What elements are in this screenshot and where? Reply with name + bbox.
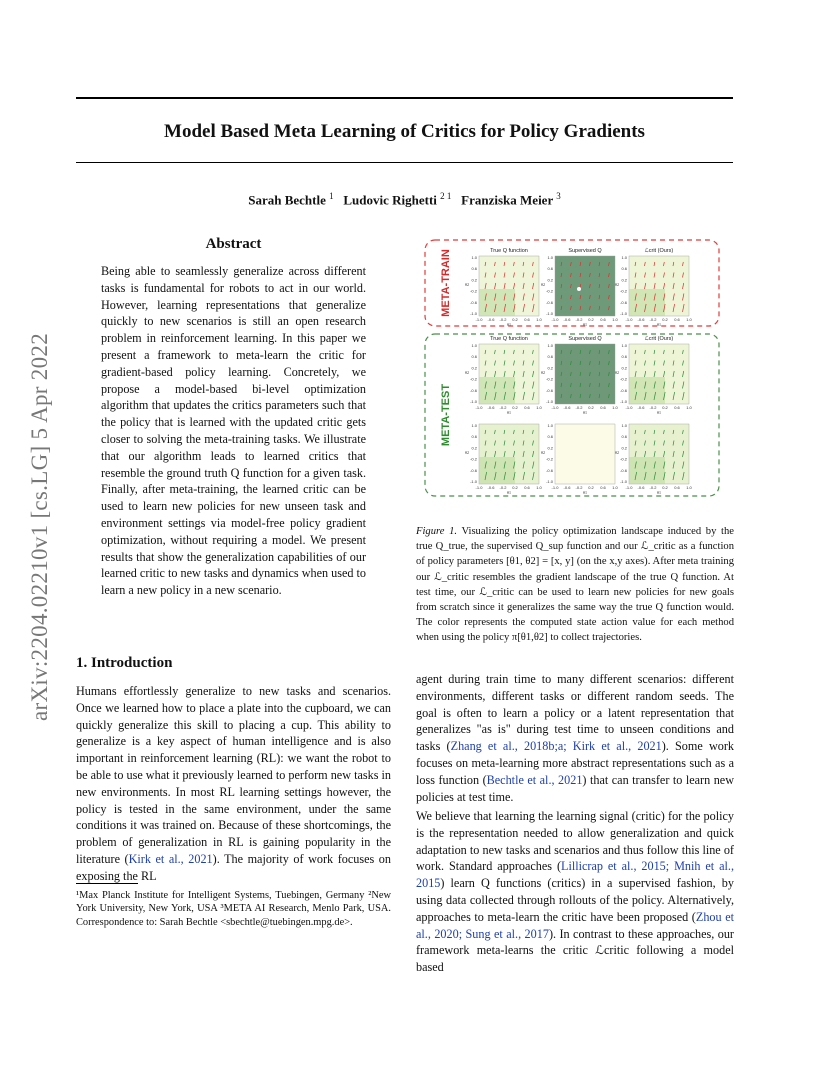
y-tick-label: -0.6 xyxy=(470,299,477,305)
y-tick-label: 0.6 xyxy=(471,434,477,440)
x-axis-label: θ1 xyxy=(507,490,511,495)
x-tick-label: 0.6 xyxy=(674,317,680,322)
y-tick-label: -0.2 xyxy=(620,456,627,462)
x-axis-label: θ1 xyxy=(583,490,587,495)
x-axis-label: θ1 xyxy=(583,410,587,415)
y-tick-label: -0.6 xyxy=(620,299,627,305)
y-tick-label: 0.2 xyxy=(471,277,477,283)
author-name: Ludovic Righetti xyxy=(343,192,437,208)
panel-title: Supervised Q xyxy=(568,248,602,254)
x-tick-label: -0.6 xyxy=(487,405,495,410)
y-tick-label: 1.0 xyxy=(621,255,627,260)
x-tick-label: -0.2 xyxy=(499,485,507,490)
x-tick-label: 0.6 xyxy=(524,405,530,410)
y-tick-label: 0.6 xyxy=(471,354,477,360)
y-tick-label: -0.2 xyxy=(546,288,553,294)
y-tick-label: 0.6 xyxy=(547,434,553,440)
x-axis-label: θ1 xyxy=(507,322,511,327)
y-tick-label: 0.2 xyxy=(621,365,627,371)
author-name: Franziska Meier xyxy=(461,192,553,208)
x-tick-label: -0.6 xyxy=(637,485,645,490)
heatmap-panel xyxy=(555,256,615,316)
x-tick-label: 0.6 xyxy=(600,485,606,490)
y-tick-label: -1.0 xyxy=(546,479,553,484)
panel-title: True Q function xyxy=(490,248,528,254)
top-rule xyxy=(76,97,733,99)
x-tick-label: -0.2 xyxy=(499,317,507,322)
y-tick-label: -1.0 xyxy=(470,399,477,404)
x-tick-label: 1.0 xyxy=(686,405,692,410)
x-tick-label: 1.0 xyxy=(536,405,542,410)
x-tick-label: 1.0 xyxy=(686,485,692,490)
x-tick-label: -0.6 xyxy=(563,405,571,410)
x-tick-label: 1.0 xyxy=(536,317,542,322)
x-tick-label: 0.6 xyxy=(524,317,530,322)
x-tick-label: -0.6 xyxy=(637,405,645,410)
author-affiliation: 1 xyxy=(329,191,334,201)
body-text: ) that can transfer to learn new policies at test time. xyxy=(416,772,735,804)
x-tick-label: 0.6 xyxy=(524,485,530,490)
heatmap-panel xyxy=(555,424,615,484)
x-tick-label: -0.6 xyxy=(487,317,495,322)
meta-train-label: META-TRAIN xyxy=(440,249,452,317)
caption-label: Figure 1. xyxy=(416,526,458,537)
y-tick-label: 0.2 xyxy=(621,445,627,451)
x-tick-label: 0.6 xyxy=(600,317,606,322)
body-text: ). Some work focuses on meta-learning more abstract representations such as a loss function ( xyxy=(416,739,735,787)
optimum-marker xyxy=(577,287,581,291)
x-tick-label: 0.2 xyxy=(662,405,668,410)
heatmap-shade xyxy=(479,457,515,484)
y-axis-label: θ2 xyxy=(615,450,619,455)
x-tick-label: -1.0 xyxy=(475,405,483,410)
x-tick-label: 0.2 xyxy=(662,317,668,322)
abstract-text: Being able to seamlessly generalize across different tasks is fundamental for robots to act in our world. However, learning representations that generalize quickly to new scenarios is still an open research problem in reinforcement learning. In this paper we present a framework to meta-learn the critic for gradient-based policy learning. Concretely, we propose a model-based bi-level optimization algorithm that updates the critics parameters such that the policy that is learned with the updated critic gets closer to solving the meta-training tasks. We illustrate that our algorithm leads to learned critics that resemble the ground truth Q function for a given task. Finally, after meta-training, the learned critic can be used to learn new policies for new unseen task and environment settings via model-free policy gradient optimization, without requiring a model. We present results that show the generalization capabilities of our learned critic to new tasks and dynamics when used to learn a new policy in a new scenario. xyxy=(101,264,367,598)
x-tick-label: 0.2 xyxy=(588,405,594,410)
citation-link[interactable]: Zhou et al., 2020; Sung et al., 2017 xyxy=(416,909,734,941)
body-text: ) learn Q functions (critics) in a supervised fashion, by using data collected through rollouts of the policy. Alternatively, approaches to meta-learn the critic have been proposed ( xyxy=(416,876,734,924)
x-tick-label: -0.6 xyxy=(637,317,645,322)
y-tick-label: 1.0 xyxy=(621,423,627,428)
heatmap-shade xyxy=(629,457,665,484)
x-tick-label: -0.2 xyxy=(575,405,583,410)
x-tick-label: 0.2 xyxy=(512,405,518,410)
y-tick-label: -0.6 xyxy=(620,387,627,393)
panel-title: ℒcrit (Ours) xyxy=(644,336,674,342)
author-affiliation: 3 xyxy=(556,191,561,201)
body-text: agent during train time to many different scenarios: different environments, different tasks or different random seeds. The goal is often to learn a policy or a latent representation that generalizes "as is" during test time to unseen conditions and tasks ( xyxy=(416,672,734,754)
citation-link[interactable]: Kirk et al., 2021 xyxy=(128,851,213,866)
y-tick-label: 0.6 xyxy=(621,434,627,440)
author-name: Sarah Bechtle xyxy=(248,192,326,208)
x-tick-label: 0.2 xyxy=(512,317,518,322)
abstract-heading: Abstract xyxy=(205,236,262,252)
figure-1-landscape xyxy=(423,238,721,500)
x-axis-label: θ1 xyxy=(657,410,661,415)
y-axis-label: θ2 xyxy=(465,370,469,375)
y-tick-label: -0.2 xyxy=(470,376,477,382)
x-tick-label: -0.2 xyxy=(649,317,657,322)
heatmap-shade xyxy=(479,377,515,404)
citation-link[interactable]: Bechtle et al., 2021 xyxy=(486,772,583,787)
x-tick-label: 1.0 xyxy=(612,485,618,490)
body-text: Humans effortlessly generalize to new tasks and scenarios. Once we learned how to place a plate into the cupboard, we can quickly generalize this skill to placing a cup. This ability to generalize is a key aspect of human intelligence and is also important in reinforcement learning (RL): we want the robot to be able to use what it previously learned to perform new tasks in new environments. In most RL learning settings however, the policy is tested in the same environment, under the same conditions it was trained on. Because of these shortcomings, the problem of generalization in RL is gaining popularity in the literature ( xyxy=(76,684,391,866)
x-tick-label: -1.0 xyxy=(551,405,559,410)
title-bottom-rule xyxy=(76,162,733,163)
x-tick-label: 0.2 xyxy=(662,485,668,490)
arxiv-identifier: arXiv:2204.02210v1 [cs.LG] 5 Apr 2022 xyxy=(27,333,52,721)
y-tick-label: 0.2 xyxy=(547,445,553,451)
y-tick-label: 1.0 xyxy=(471,255,477,260)
y-tick-label: -1.0 xyxy=(470,311,477,316)
meta-test-label: META-TEST xyxy=(440,383,452,447)
figure-caption xyxy=(416,524,734,646)
y-axis-label: θ2 xyxy=(615,282,619,287)
y-tick-label: 1.0 xyxy=(547,343,553,348)
x-axis-label: θ1 xyxy=(507,410,511,415)
x-tick-label: 1.0 xyxy=(612,405,618,410)
citation-link[interactable]: Zhang et al., 2018b;a; Kirk et al., 2021 xyxy=(450,739,662,754)
y-tick-label: -0.6 xyxy=(546,299,553,305)
x-tick-label: -0.2 xyxy=(575,317,583,322)
y-tick-label: -0.6 xyxy=(620,467,627,473)
y-tick-label: -1.0 xyxy=(620,399,627,404)
x-tick-label: -1.0 xyxy=(475,317,483,322)
panel-title: ℒcrit (Ours) xyxy=(644,248,674,254)
y-axis-label: θ2 xyxy=(615,370,619,375)
panel-title: Supervised Q xyxy=(568,336,602,342)
x-tick-label: -0.2 xyxy=(649,405,657,410)
y-tick-label: 0.6 xyxy=(547,266,553,272)
body-text: We believe that learning the learning signal (critic) for the policy is the representation needed to allow generalization and quick adaptation to new tasks and scenarios and thus follow this line of work. Standard approaches ( xyxy=(416,809,734,874)
y-axis-label: θ2 xyxy=(541,450,545,455)
y-tick-label: -0.6 xyxy=(546,387,553,393)
y-tick-label: -1.0 xyxy=(620,479,627,484)
y-tick-label: -1.0 xyxy=(620,311,627,316)
x-tick-label: 1.0 xyxy=(612,317,618,322)
y-tick-label: 0.2 xyxy=(547,365,553,371)
body-text: ). The majority of work focuses on exposing the RL xyxy=(76,851,391,883)
footnote-rule xyxy=(76,883,138,884)
introduction-paragraph xyxy=(76,683,391,885)
heatmap-panel xyxy=(555,344,615,404)
x-axis-label: θ1 xyxy=(583,322,587,327)
x-tick-label: -0.6 xyxy=(563,485,571,490)
y-tick-label: -0.2 xyxy=(470,456,477,462)
heatmap-shade xyxy=(629,289,665,316)
y-tick-label: 1.0 xyxy=(547,423,553,428)
x-tick-label: -1.0 xyxy=(625,405,633,410)
caption-text: Visualizing the policy optimization landscape induced by the true Q_true, the supervised Q_sup function and our ℒ_critic as a function of policy parameters [θ1, θ2] = [x, y] (on the x,y axes). After meta training our ℒ_critic resembles the gradient landscape of the true Q function. At test time, our ℒ_critic can be used to learn new policies for new goals from scratch since it generalizes the same way the true Q function would. The color represents the computed state action value for each method when using the policy π[θ1,θ2] to collect trajectories. xyxy=(416,526,734,644)
y-tick-label: -1.0 xyxy=(546,311,553,316)
y-tick-label: -0.2 xyxy=(546,376,553,382)
y-tick-label: -0.2 xyxy=(546,456,553,462)
x-axis-label: θ1 xyxy=(657,490,661,495)
x-tick-label: -0.6 xyxy=(487,485,495,490)
y-tick-label: 0.2 xyxy=(547,277,553,283)
y-tick-label: 0.6 xyxy=(471,266,477,272)
x-tick-label: -0.2 xyxy=(575,485,583,490)
x-tick-label: -1.0 xyxy=(551,485,559,490)
y-tick-label: 0.6 xyxy=(547,354,553,360)
heatmap-shade xyxy=(629,377,665,404)
section-heading-introduction: 1. Introduction xyxy=(76,655,173,671)
x-axis-label: θ1 xyxy=(657,322,661,327)
x-tick-label: 0.6 xyxy=(674,485,680,490)
y-tick-label: 1.0 xyxy=(471,423,477,428)
x-tick-label: -0.2 xyxy=(649,485,657,490)
y-tick-label: 1.0 xyxy=(621,343,627,348)
x-tick-label: -1.0 xyxy=(551,317,559,322)
y-tick-label: -0.6 xyxy=(546,467,553,473)
x-tick-label: 0.2 xyxy=(512,485,518,490)
y-axis-label: θ2 xyxy=(541,282,545,287)
x-tick-label: 0.2 xyxy=(588,485,594,490)
y-tick-label: -0.2 xyxy=(620,288,627,294)
right-column-paragraph-2 xyxy=(416,808,734,976)
paper-title: Model Based Meta Learning of Critics for Policy Gradients xyxy=(164,121,645,142)
author-list xyxy=(76,191,733,208)
y-axis-label: θ2 xyxy=(465,450,469,455)
y-tick-label: 0.6 xyxy=(621,354,627,360)
y-tick-label: 1.0 xyxy=(547,255,553,260)
footnote-affiliations: ¹Max Planck Institute for Intelligent Systems, Tuebingen, Germany ²New York University, New York, USA ³META AI Research, Menlo Park, USA. Correspondence to: Sarah Bechtle <sbechtle@tuebingen.mpg.de>. xyxy=(76,890,391,928)
x-tick-label: 1.0 xyxy=(686,317,692,322)
x-tick-label: 0.6 xyxy=(674,405,680,410)
x-tick-label: -1.0 xyxy=(625,317,633,322)
x-tick-label: 0.6 xyxy=(600,405,606,410)
x-tick-label: -1.0 xyxy=(475,485,483,490)
citation-link[interactable]: Lillicrap et al., 2015; Mnih et al., 2015 xyxy=(416,859,734,891)
x-tick-label: 1.0 xyxy=(536,485,542,490)
y-axis-label: θ2 xyxy=(541,370,545,375)
y-tick-label: 0.2 xyxy=(471,445,477,451)
x-tick-label: -0.6 xyxy=(563,317,571,322)
x-tick-label: -1.0 xyxy=(625,485,633,490)
heatmap-shade xyxy=(479,289,515,316)
panel-title: True Q function xyxy=(490,336,528,342)
y-tick-label: -0.2 xyxy=(470,288,477,294)
right-column-paragraph-1 xyxy=(416,671,734,805)
y-tick-label: -1.0 xyxy=(470,479,477,484)
y-axis-label: θ2 xyxy=(465,282,469,287)
y-tick-label: -0.6 xyxy=(470,467,477,473)
x-tick-label: 0.2 xyxy=(588,317,594,322)
y-tick-label: 0.2 xyxy=(471,365,477,371)
y-tick-label: 0.6 xyxy=(621,266,627,272)
y-tick-label: -0.2 xyxy=(620,376,627,382)
y-tick-label: 0.2 xyxy=(621,277,627,283)
body-text: ). In contrast to these approaches, our framework meta-learns the critic ℒcritic following a model based xyxy=(416,926,734,975)
y-tick-label: -0.6 xyxy=(470,387,477,393)
x-tick-label: -0.2 xyxy=(499,405,507,410)
author-affiliation: 2 1 xyxy=(440,191,452,201)
y-tick-label: 1.0 xyxy=(471,343,477,348)
y-tick-label: -1.0 xyxy=(546,399,553,404)
